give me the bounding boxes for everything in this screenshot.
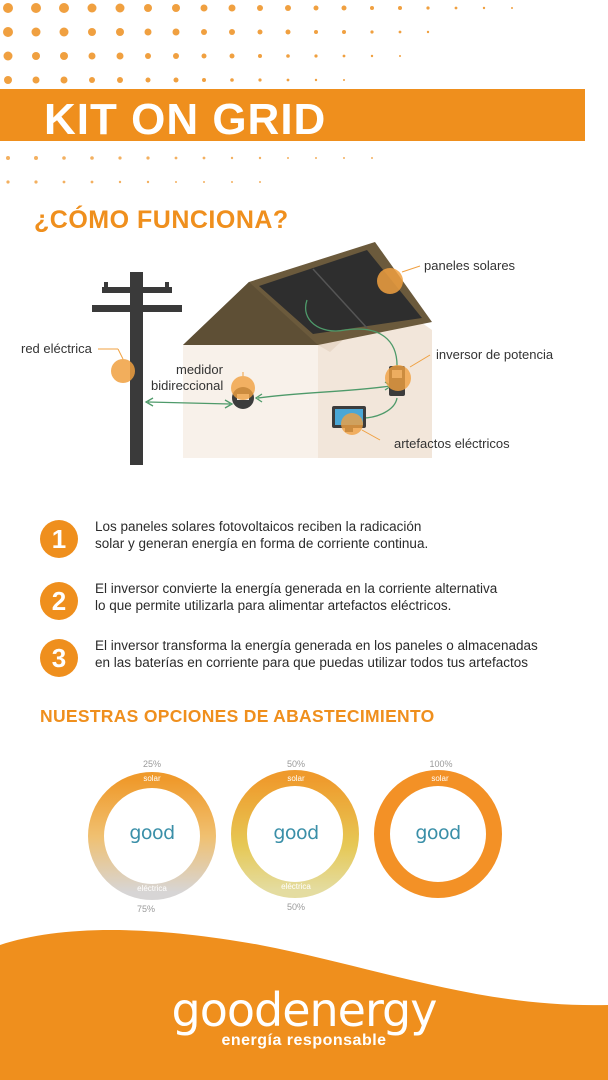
how-it-works-title: ¿CÓMO FUNCIONA? bbox=[34, 206, 289, 234]
donut-1-brand: good bbox=[129, 822, 175, 844]
donut-1-solar-pct: 25% bbox=[142, 759, 161, 769]
step-number: 3 bbox=[40, 639, 78, 677]
donut-2-solar-pct: 50% bbox=[286, 759, 305, 769]
step-text: El inversor convierte la energía generada en la corriente alternativa lo que permite utilizarla para alimentar artefactos eléctricos. bbox=[95, 581, 498, 613]
donut-3-brand: good bbox=[415, 822, 461, 844]
donut-1-grid-label: eléctrica bbox=[137, 884, 167, 893]
marker-inverter bbox=[385, 365, 411, 391]
marker-panels bbox=[377, 268, 403, 294]
step-text: El inversor transforma la energía generada en los paneles o almacenadas en las baterías en corriente para que puedas utilizar todos tus artefactos bbox=[95, 638, 538, 670]
step-number: 1 bbox=[40, 520, 78, 558]
donut-1-grid-pct: 75% bbox=[136, 904, 155, 914]
options-title: NUESTRAS OPCIONES DE ABASTECIMIENTO bbox=[40, 706, 435, 726]
label-panels: paneles solares bbox=[424, 258, 516, 273]
label-grid: red eléctrica bbox=[21, 341, 92, 356]
marker-appliances bbox=[341, 413, 363, 435]
marker-meter bbox=[231, 376, 255, 400]
step-number: 2 bbox=[40, 582, 78, 620]
donut-2-brand: good bbox=[273, 822, 319, 844]
dot-pattern-middle bbox=[0, 148, 608, 198]
donut-3-solar-label: solar bbox=[431, 774, 449, 783]
dot-pattern-top bbox=[0, 0, 608, 90]
label-appliances: artefactos eléctricos bbox=[394, 436, 510, 451]
page-title: KIT ON GRID bbox=[44, 95, 327, 144]
donut-2-grid-pct: 50% bbox=[286, 902, 305, 912]
donut-1-solar-label: solar bbox=[143, 774, 161, 783]
step-text: Los paneles solares fotovoltaicos reciben la radicación solar y generan energía en forma de corriente continua. bbox=[95, 519, 429, 551]
marker-grid bbox=[111, 359, 135, 383]
step-item bbox=[40, 637, 600, 685]
label-inverter: inversor de potencia bbox=[436, 347, 554, 362]
footer-brand: goodenergy bbox=[171, 983, 437, 1037]
label-meter-line1: medidor bbox=[176, 362, 223, 377]
donut-2-solar-label: solar bbox=[287, 774, 305, 783]
donut-2-grid-label: eléctrica bbox=[281, 882, 311, 891]
donut-3-solar-pct: 100% bbox=[429, 759, 453, 769]
step-item bbox=[40, 518, 600, 566]
footer-tagline: energía responsable bbox=[221, 1032, 387, 1049]
label-meter-line2: bidireccional bbox=[151, 378, 224, 393]
step-item bbox=[40, 580, 600, 628]
